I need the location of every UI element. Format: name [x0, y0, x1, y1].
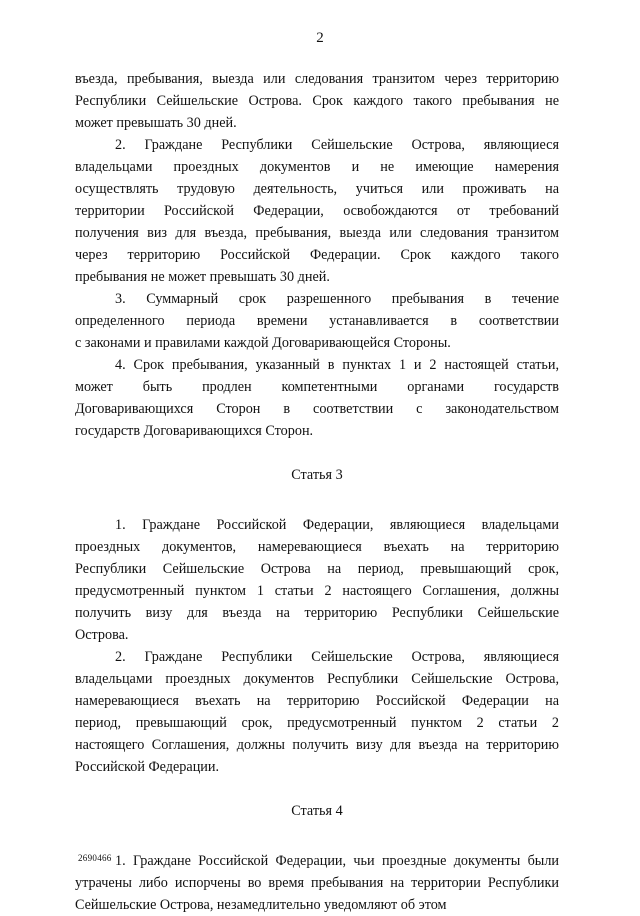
text-line: через территорию Российской Федерации. Срок каждого такого	[75, 247, 559, 263]
text-line: Российской Федерации.	[75, 759, 220, 775]
text-line: Острова.	[75, 627, 129, 643]
text-line: утрачены либо испорчены во время пребывания на территории Республики	[75, 875, 559, 891]
paragraph	[75, 646, 559, 778]
text-line: период, превышающий срок, предусмотренный пунктом 2 статьи 2	[75, 715, 559, 731]
text-line: предусмотренный пунктом 1 статьи 2 настоящего Соглашения, должны	[75, 583, 559, 599]
text-line: Республики Сейшельские Острова на период, превышающий срок,	[75, 561, 559, 577]
text-line: въезда, пребывания, выезда или следования транзитом через территорию	[75, 71, 559, 87]
text-line: 2. Граждане Республики Сейшельские Острова, являющиеся	[115, 137, 559, 153]
text-line: получения виз для въезда, пребывания, выезда или следования транзитом	[75, 225, 559, 241]
text-line: 1. Граждане Российской Федерации, чьи проездные документы были	[115, 853, 559, 869]
spacer	[75, 822, 559, 850]
text-line: 4. Срок пребывания, указанный в пунктах 1 и 2 настоящей статьи,	[115, 357, 559, 373]
text-line: владельцами проездных документов и не имеющие намерения	[75, 159, 559, 175]
text-line: пребывания не может превышать 30 дней.	[75, 269, 330, 285]
text-line: настоящего Соглашения, должны получить визу для въезда на территорию	[75, 737, 559, 753]
paragraph	[75, 288, 559, 354]
text-line: владельцами проездных документов Республики Сейшельские Острова,	[75, 671, 559, 687]
paragraph	[75, 354, 559, 442]
text-line: территории Российской Федерации, освобождаются от требований	[75, 203, 559, 219]
page-number: 2	[316, 30, 324, 46]
text-line: 3. Суммарный срок разрешенного пребывания в течение	[115, 291, 559, 307]
paragraph	[75, 514, 559, 646]
text-line: определенного периода времени устанавливается в соответствии	[75, 313, 559, 329]
paragraph	[75, 68, 559, 134]
article-heading: Статья 4	[291, 803, 343, 819]
text-line: может превышать 30 дней.	[75, 115, 237, 131]
text-line: Договаривающихся Сторон в соответствии с законодательством	[75, 401, 559, 417]
article-heading: Статья 3	[291, 467, 343, 483]
spacer	[75, 486, 559, 514]
document-code: 2690466	[78, 853, 112, 863]
text-line: 2. Граждане Республики Сейшельские Острова, являющиеся	[115, 649, 559, 665]
paragraph	[75, 850, 559, 916]
text-line: может быть продлен компетентными органами государств	[75, 379, 559, 395]
text-line: государств Договаривающихся Сторон.	[75, 423, 314, 439]
text-line: получить визу для въезда на территорию Республики Сейшельские	[75, 605, 559, 621]
document-body	[75, 68, 559, 916]
text-line: Республики Сейшельские Острова. Срок каждого такого пребывания не	[75, 93, 559, 109]
text-line: 1. Граждане Российской Федерации, являющиеся владельцами	[115, 517, 559, 533]
text-line: осуществлять трудовую деятельность, учиться или проживать на	[75, 181, 559, 197]
spacer	[75, 442, 559, 464]
text-line: с законами и правилами каждой Договаривающейся Стороны.	[75, 335, 451, 351]
paragraph	[75, 134, 559, 288]
text-line: проездных документов, намеревающиеся въехать на территорию	[75, 539, 559, 555]
text-line: Сейшельские Острова, незамедлительно уведомляют об этом	[75, 897, 447, 913]
text-line: намеревающиеся въехать на территорию Российской Федерации на	[75, 693, 559, 709]
spacer	[75, 778, 559, 800]
